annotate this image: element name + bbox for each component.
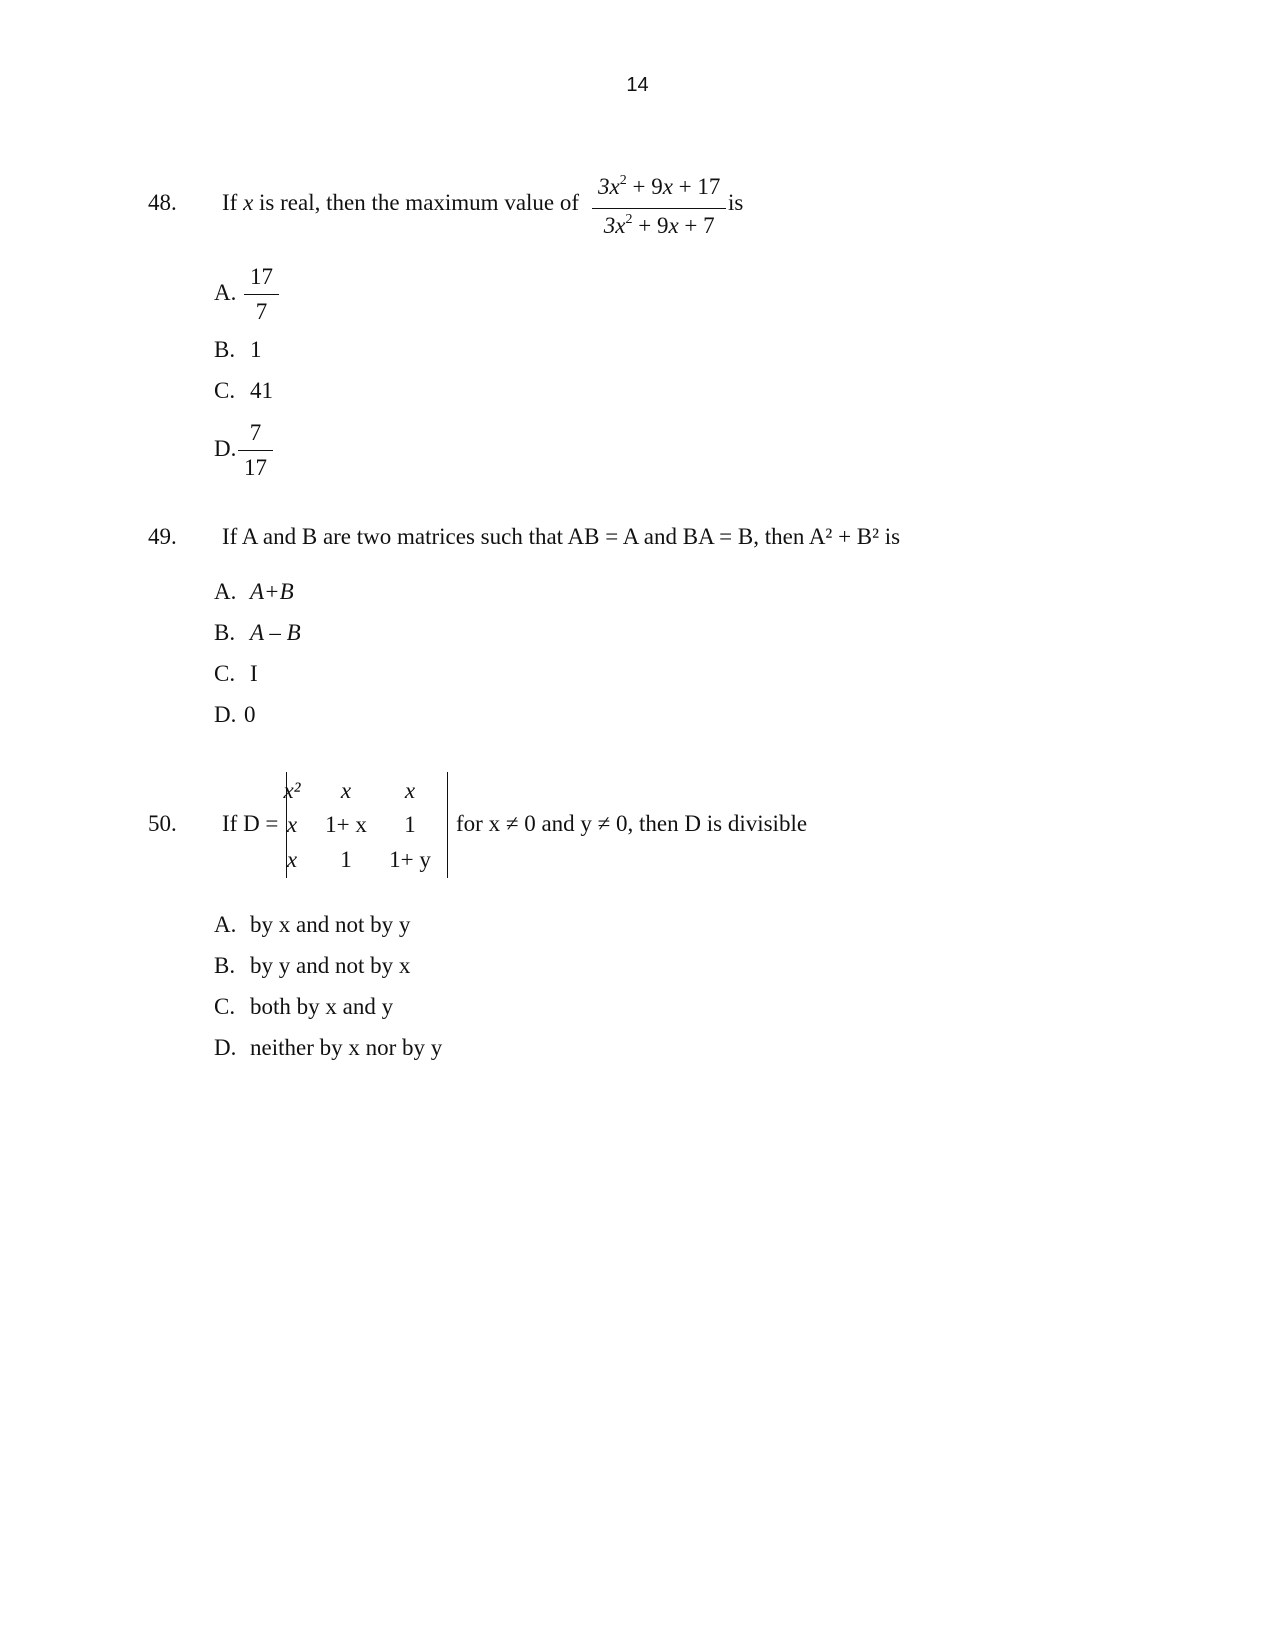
question-49-number: 49. [148,524,177,549]
q48-option-d-numerator: 7 [249,420,262,445]
det-cell: 1 [340,847,352,872]
q50-option-b: B. by y and not by x [214,953,411,978]
question-48-number: 48. [148,190,177,215]
q48-stem-start: If [222,190,244,215]
question-50-stem-prefix: If D = [222,811,279,836]
q48-fraction-numerator: $3x^2 + 9x + 17$ [598,173,721,199]
det-cell: 1+ y [389,847,431,872]
question-50-number: 50. [148,811,177,836]
det-cell: 1+ x [325,812,367,837]
fraction-bar [244,294,279,295]
q48-option-b: B. 1 [214,337,262,362]
det-cell: x² [283,778,301,803]
q49-option-c: C. I [214,661,258,686]
q48-option-d-fraction [238,418,273,483]
q48-option-a-denominator: 7 [255,299,268,324]
question-50-stem-suffix: for x ≠ 0 and y ≠ 0, then D is divisible [456,811,808,836]
det-cell: x [286,812,298,837]
q49-option-a: A. A+B [214,579,294,604]
q50-option-c: C. both by x and y [214,994,394,1019]
q48-fraction-denominator: $3x^2 + 9x + 7$ [603,212,715,238]
q49-option-d: D. 0 [214,702,256,727]
question-49-stem: If A and B are two matrices such that AB = A and BA = B, then A² + B² is [222,524,901,549]
q48-option-c: C. 41 [214,378,273,403]
q48-option-d-denominator: 17 [244,455,267,480]
det-cell: 1 [404,812,416,837]
q50-option-a: A. by x and not by y [214,912,411,937]
q48-option-a-numerator: 17 [250,264,273,289]
question-48-stem [222,190,579,216]
q48-var-x: x [243,190,254,215]
q48-option-a-fraction [244,262,279,327]
question-48-stem-tail: is [728,190,744,215]
det-cell: x [404,778,416,803]
q50-option-d: D. neither by x nor by y [214,1035,443,1060]
q50-determinant [283,772,448,878]
q48-option-d-label: D. [214,436,237,461]
q48-stem-middle: is real, then the maximum value of [253,190,580,215]
q48-option-a-label: A. [214,280,237,305]
det-cell: x [286,847,298,872]
fraction-bar [592,208,726,209]
page-number: 14 [626,74,649,96]
question-48-fraction [592,172,726,245]
q49-option-b: B. A – B [214,620,301,645]
det-cell: x [340,778,352,803]
fraction-bar [238,450,273,451]
